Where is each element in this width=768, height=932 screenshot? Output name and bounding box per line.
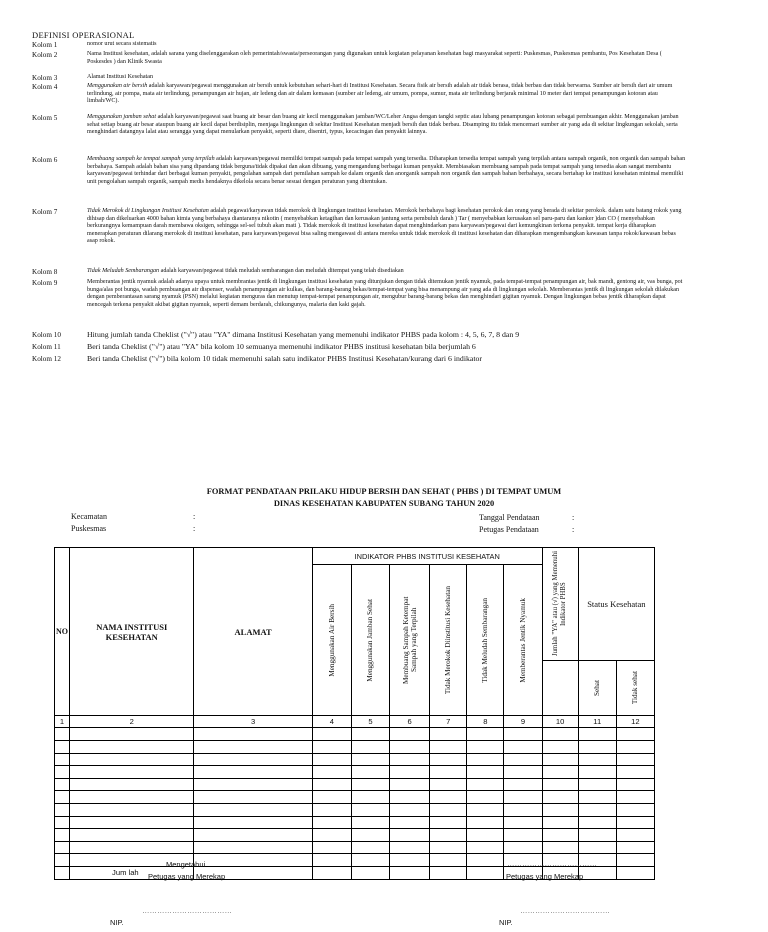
header-alamat: ALAMAT [194, 548, 312, 716]
table-cell[interactable] [70, 778, 194, 791]
table-cell[interactable] [578, 791, 616, 804]
jumlah-cell [430, 866, 467, 879]
table-cell[interactable] [430, 753, 467, 766]
table-cell[interactable] [55, 741, 70, 754]
table-cell[interactable] [616, 741, 654, 754]
table-cell[interactable] [467, 791, 504, 804]
header-no: NO [55, 548, 70, 716]
puskesmas-label: Puskesmas [71, 524, 107, 533]
definisi-body: Hitung jumlah tanda Cheklist ("√") atau "YA" dimana Institusi Kesehatan yang memenuhi indikator PHBS pada kolom : 4, 5, 6, 7, 8 dan 9 [87, 330, 520, 339]
definisi-kolom-label: Kolom 2 [32, 51, 58, 59]
table-cell[interactable] [467, 803, 504, 816]
mengetahui-label: Mengetahui [166, 860, 206, 869]
sign-dots-right: ……………………………… [520, 906, 610, 915]
header-ind-3: Membuang Sampah Ketempat Sampah yang Terpilah [401, 596, 418, 684]
table-row [55, 728, 655, 741]
header-ind-cell-1 [312, 565, 351, 716]
definisi-kolom-label: Kolom 3 [32, 74, 58, 82]
table-cell[interactable] [351, 803, 389, 816]
table-cell[interactable] [616, 728, 654, 741]
table-cell[interactable] [430, 741, 467, 754]
column-number: 10 [542, 716, 578, 728]
table-cell[interactable] [351, 728, 389, 741]
table-cell[interactable] [616, 841, 654, 854]
table-cell[interactable] [351, 766, 389, 779]
table-cell[interactable] [430, 728, 467, 741]
table-cell[interactable] [467, 816, 504, 829]
column-number: 9 [504, 716, 542, 728]
table-row [55, 791, 655, 804]
table-cell[interactable] [542, 841, 578, 854]
kecamatan-colon: : [193, 512, 196, 521]
jumlah-label: Jum lah [70, 866, 194, 879]
header-indikator-group: INDIKATOR PHBS INSTITUSI KESEHATAN [312, 548, 542, 565]
definisi-kolom-label: Kolom 4 [32, 83, 58, 91]
table-cell[interactable] [351, 854, 389, 867]
table-cell[interactable] [55, 728, 70, 741]
table-cell[interactable] [542, 753, 578, 766]
definisi-text [87, 208, 687, 246]
column-number-row [55, 716, 655, 728]
table-cell[interactable] [542, 728, 578, 741]
table-cell[interactable] [390, 816, 430, 829]
jumlah-cell [616, 866, 654, 879]
definisi-kolom-label: Kolom 6 [32, 156, 58, 164]
header-jumlah-cell [542, 548, 578, 661]
table-cell[interactable] [70, 791, 194, 804]
header-ind-cell-3 [390, 565, 430, 716]
table-cell[interactable] [312, 829, 351, 842]
table-cell[interactable] [194, 728, 312, 741]
definisi-body: adalah pegawai/karyawan tidak merokok di lingkungan institusi kesehatan. Merokok berbahaya bagi kesehatan perokok dan orang yang berada di sekitar perokok. dalam satu batang rokok yang dihisap dan dikeluarkan 4000 bahan kimia yang berbahaya diantaranya nikotin ( menyebabkan ketagihan dan kerusakan jantung serta pembuluh darah ) Tar ( menyebabkan kerusakan sel paru-paru dan kanker )dan CO ( menyebabkan berkurangnya kemampuan darah membawa oksigen, sehingga sel-sel tubuh akan mati ). Tidak merokok di institusi kesehatan dapat menghindarkan para karyawan/pegawai dari kemungkinan terkena penyakit. tempat kerja diharapkan menerapkan peraturan dilarang merokok di institusi kesehatan, para karyawan/pegawai bisa saling mengawasi di antara mereka untuk tidak merokok di institusi kesehatan dan diharapkan mengembangkan kawasan tanpa rokok/kawasan bebas asap rokok. [87, 208, 682, 245]
petugas-colon: : [572, 525, 575, 534]
tanggal-colon: : [572, 513, 575, 522]
petugas-right-label: Petugas yang Merekap [506, 872, 584, 881]
table-cell[interactable] [616, 791, 654, 804]
table-cell[interactable] [70, 766, 194, 779]
nip-right: NIP. [499, 918, 513, 927]
table-row [55, 766, 655, 779]
table-cell[interactable] [312, 766, 351, 779]
table-cell[interactable] [312, 803, 351, 816]
definisi-text [87, 41, 687, 49]
definisi-text [87, 114, 687, 137]
table-cell[interactable] [390, 841, 430, 854]
column-number: 8 [467, 716, 504, 728]
table-cell[interactable] [55, 829, 70, 842]
header-ind-cell-5 [467, 565, 504, 716]
column-number: 2 [70, 716, 194, 728]
table-cell[interactable] [312, 753, 351, 766]
table-cell[interactable] [390, 791, 430, 804]
header-tidak-sehat: Tidak sehat [631, 671, 640, 705]
definisi-kolom-label: Kolom 5 [32, 114, 58, 122]
table-cell[interactable] [390, 766, 430, 779]
table-row [55, 816, 655, 829]
table-cell[interactable] [70, 841, 194, 854]
table-cell[interactable] [616, 778, 654, 791]
definisi-body: adalah karyawan/pegawai tidak meludah sembarangan dan meludah ditempat yang telah disediakan [159, 268, 404, 274]
definisi-italic-term: Menggunakan jamban sehat [87, 114, 157, 120]
definisi-text [87, 343, 687, 351]
table-cell[interactable] [194, 854, 312, 867]
table-cell[interactable] [467, 741, 504, 754]
table-cell[interactable] [312, 816, 351, 829]
table-cell[interactable] [194, 778, 312, 791]
definisi-text [87, 355, 687, 363]
pendataan-table [54, 547, 655, 880]
table-cell[interactable] [542, 778, 578, 791]
puskesmas-colon: : [193, 524, 196, 533]
definisi-heading: DEFINISI OPERASIONAL [32, 30, 135, 40]
table-cell[interactable] [55, 778, 70, 791]
table-cell[interactable] [430, 766, 467, 779]
header-sehat-cell [578, 661, 616, 716]
table-cell[interactable] [351, 816, 389, 829]
header-ind-2: Menggunakan Jamban Sehat [366, 598, 375, 682]
table-cell[interactable] [351, 791, 389, 804]
jumlah-cell [312, 866, 351, 879]
definisi-body: nomor urut secara sistematis [87, 41, 157, 47]
jumlah-cell [390, 866, 430, 879]
jumlah-cell [578, 866, 616, 879]
table-cell[interactable] [542, 766, 578, 779]
header-ind-6: Memberantas Jentik Nyamuk [518, 597, 527, 683]
table-row [55, 753, 655, 766]
table-row [55, 778, 655, 791]
table-cell[interactable] [542, 829, 578, 842]
definisi-text [87, 74, 687, 82]
column-number: 11 [578, 716, 616, 728]
table-cell[interactable] [390, 741, 430, 754]
date-dots-right: ……………………………… [507, 859, 597, 868]
definisi-text [87, 279, 687, 309]
table-cell[interactable] [542, 741, 578, 754]
table-cell[interactable] [504, 816, 542, 829]
table-cell[interactable] [55, 753, 70, 766]
table-cell[interactable] [467, 753, 504, 766]
definisi-italic-term: Tidak Meludah Sembarangan [87, 268, 160, 274]
table-cell[interactable] [312, 778, 351, 791]
table-cell[interactable] [390, 803, 430, 816]
table-cell[interactable] [55, 841, 70, 854]
table-cell[interactable] [351, 778, 389, 791]
table-cell[interactable] [616, 766, 654, 779]
jumlah-cell [351, 866, 389, 879]
table-cell[interactable] [616, 854, 654, 867]
definisi-kolom-label: Kolom 1 [32, 41, 58, 49]
definisi-body: Nama Institusi kesehatan, adalah sarana yang diselenggarakan oleh pemerintah/swasta/perseorangan yang digunakan untuk kegiatan pelayanan kesehatan bagi masyarakat seperti: Puskesmas, Puskesmas pembantu, Pos Kesehatan Desa ( Poskesdes ) dan Klinik Swasta [87, 51, 662, 65]
table-cell[interactable] [194, 829, 312, 842]
table-cell[interactable] [351, 841, 389, 854]
table-cell[interactable] [70, 728, 194, 741]
table-row [55, 741, 655, 754]
definisi-italic-term: Menggunakan air bersih [87, 83, 148, 89]
definisi-italic-term: Membuang sampah ke tempat sampah yang terpilah [87, 156, 215, 162]
definisi-body: Alamat Institusi Kesehatan [87, 74, 153, 80]
header-ind-5: Tidak Meludah Sembarangan [481, 597, 490, 683]
table-cell[interactable] [616, 803, 654, 816]
table-cell[interactable] [312, 741, 351, 754]
table-cell[interactable] [194, 766, 312, 779]
table-cell[interactable] [504, 728, 542, 741]
header-nama: NAMA INSTITUSI KESEHATAN [70, 548, 194, 716]
table-cell[interactable] [467, 829, 504, 842]
petugas-label: Petugas Pendataan [479, 525, 539, 534]
header-jumlah-blank [542, 661, 578, 716]
table-cell[interactable] [430, 854, 467, 867]
nip-left: NIP. [110, 918, 124, 927]
header-ind-cell-2 [351, 565, 389, 716]
form-title: FORMAT PENDATAAN PRILAKU HIDUP BERSIH DAN SEHAT ( PHBS ) DI TEMPAT UMUM [206, 487, 562, 496]
table-cell[interactable] [351, 753, 389, 766]
definisi-text [87, 331, 687, 339]
table-cell[interactable] [578, 766, 616, 779]
table-cell[interactable] [430, 803, 467, 816]
table-cell[interactable] [616, 829, 654, 842]
table-cell[interactable] [351, 829, 389, 842]
table-cell[interactable] [504, 778, 542, 791]
table-cell[interactable] [70, 803, 194, 816]
header-ind-cell-6 [504, 565, 542, 716]
definisi-kolom-label: Kolom 12 [32, 355, 61, 363]
table-cell[interactable] [504, 741, 542, 754]
table-cell[interactable] [55, 803, 70, 816]
column-number: 4 [312, 716, 351, 728]
table-row [55, 829, 655, 842]
table-cell[interactable] [70, 816, 194, 829]
definisi-italic-term: Tidak Merokok di Lingkungan Institusi Kesehatan [87, 208, 209, 214]
table-cell[interactable] [578, 728, 616, 741]
jumlah-cell [467, 866, 504, 879]
table-cell[interactable] [194, 841, 312, 854]
column-number: 5 [351, 716, 389, 728]
table-cell[interactable] [467, 778, 504, 791]
table-cell[interactable] [430, 841, 467, 854]
definisi-text [87, 156, 687, 186]
table-cell[interactable] [194, 741, 312, 754]
table-cell[interactable] [542, 803, 578, 816]
header-status: Status Kesehatan [578, 548, 654, 661]
column-number: 12 [616, 716, 654, 728]
table-cell[interactable] [390, 854, 430, 867]
table-cell[interactable] [578, 741, 616, 754]
table-cell[interactable] [578, 778, 616, 791]
table-cell[interactable] [616, 816, 654, 829]
header-jumlah: Jumlah "YA" atau (√) yang Memenuhi Indikator PHBS [552, 551, 568, 657]
column-number: 6 [390, 716, 430, 728]
definisi-body: adalah karyawan/pegawai menggunakan air bersih untuk kebutuhan sehari-hari di Institusi Kesehatan. Secara fisik air bersih adalah air tidak berasa, tidak berbau dan tidak berwarna. Sumber air bersih dari air umum terlindung, air pompa, mata air terlindung, penampungan air hujan, air ledeng dan air dalam kemasan (sumber air ledeng, air umum, pompa, sumur, mata air terlindung berjarak minimal 10 meter dari tempat penampungan kotoran atau limbah/WC). [87, 83, 673, 105]
table-cell[interactable] [430, 778, 467, 791]
table-cell[interactable] [578, 841, 616, 854]
table-cell[interactable] [578, 753, 616, 766]
table-cell[interactable] [504, 791, 542, 804]
table-cell[interactable] [578, 803, 616, 816]
table-cell[interactable] [194, 803, 312, 816]
definisi-text [87, 83, 687, 106]
table-cell[interactable] [390, 829, 430, 842]
table-cell[interactable] [504, 766, 542, 779]
table-cell[interactable] [194, 791, 312, 804]
jumlah-no-cell [55, 866, 70, 879]
table-cell[interactable] [194, 753, 312, 766]
definisi-body: Memberantas jentik nyamuk adalah adanya upaya untuk membrantas jentik di lingkungan institusi kesehatan yang ditunjukan dengan tidak ditemukan jentik nyamuk, pada tempat-tempat penampungan air, bak mandi, gentong air, vas bunga, pot bunga/alas pot bunga, wadah pembuangan air dispenser, wadah penampungan air kulkas, dan barang-barang bekas/tempat-tempat yang bisa menampung air yang ada di lingkungan sekolah. Memberantas jentik di lingkungan sekolah dilakukan dengan pemberantasan sarang nyamuk (PSN) melalui kegiatan menguras dan menutup tempat-tempat penampungan air, mengubur barang-barang bekas dan menghindari gigitan nyamuk. Dengan lingkungan bebas jentik diharapkan dapat mencegah terkena penyakit akibat gigitan nyamuk, seperti demam berdarah, chikungunya, malaria dan kaki gajah. [87, 279, 683, 308]
table-cell[interactable] [390, 778, 430, 791]
table-cell[interactable] [467, 854, 504, 867]
table-cell[interactable] [351, 741, 389, 754]
table-cell[interactable] [312, 841, 351, 854]
definisi-kolom-label: Kolom 10 [32, 331, 61, 339]
form-subtitle: DINAS KESEHATAN KABUPATEN SUBANG TAHUN 2020 [273, 499, 495, 508]
table-cell[interactable] [616, 753, 654, 766]
definisi-kolom-label: Kolom 11 [32, 343, 61, 351]
table-cell[interactable] [55, 816, 70, 829]
table-cell[interactable] [578, 816, 616, 829]
definisi-kolom-label: Kolom 8 [32, 268, 58, 276]
table-cell[interactable] [312, 728, 351, 741]
header-tidak-sehat-cell [616, 661, 654, 716]
table-cell[interactable] [504, 803, 542, 816]
table-row [55, 841, 655, 854]
table-cell[interactable] [504, 753, 542, 766]
table-cell[interactable] [70, 829, 194, 842]
definisi-kolom-label: Kolom 9 [32, 279, 58, 287]
table-cell[interactable] [55, 854, 70, 867]
definisi-body: adalah karyawan/pegawai memiliki tempat sampah pada tempat sampah yang tersedia. Diharapkan tersedia tempat sampah yang terpilah antara sampah organik, non organik dan sampah bahan berbahaya. Sampah adalah bahan sisa yang dipandang tidak berguna/tidak dipakai dan akan dibuang, yang mengandung berbagai kuman penyakit. Membiasakan membuang sampah pada tempat sampah yang tersedia akan sangat membantu karyawan/pegawai terhindar dari berbagai kuman penyakit, pengolahan sampah dari pemilahan sampah ke dalam organik dan anorganik sampah non organik dan sampah bahan berbahaya, secara bertahap ke institusi kesehatan minimal memiliki unit pengolahan sampah organik, sampah medis hendaknya dikelola secara benar sesuai dengan peraturan yang ditentukan. [87, 156, 686, 185]
table-cell[interactable] [467, 841, 504, 854]
definisi-body: Beri tanda Cheklist ("√") bila kolom 10 tidak memenuhi salah satu indikator PHBS Institusi Kesehatan/kurang dari 6 indikator [87, 354, 483, 363]
column-number: 7 [430, 716, 467, 728]
table-cell[interactable] [542, 816, 578, 829]
table-cell[interactable] [194, 816, 312, 829]
table-cell[interactable] [390, 728, 430, 741]
table-cell[interactable] [312, 854, 351, 867]
table-cell[interactable] [70, 741, 194, 754]
column-number: 1 [55, 716, 70, 728]
table-row [55, 803, 655, 816]
table-cell[interactable] [390, 753, 430, 766]
definisi-body: Beri tanda Cheklist ("√") atau "YA" bila kolom 10 semuanya memenuhi indikator PHBS institusi kesehatan bila berjumlah 6 [87, 342, 476, 351]
definisi-body: adalah karyawan/pegawai saat buang air besar dan buang air kecil menggunakan jamban/WC/Leher Angsa dengan tangki septic atau lubang penampungan kotoran sebagai pembuangan akhir. Menggunakan jamban sehat setiap buang air besar ataupun buang air kecil dapat berdisiplin, menjaga lingkungan di sekitar Institusi Kesehatan menjadi bersih dan tidak berbau. Disamping itu tidak mencemari sumber air yang ada di sekitar lingkungan sekolah, serta menghindari datangnya lalat atau serangga yang dapat menularkan penyakit, seperti diare, disentri, typus, kecacingan dan penyakit lainnya. [87, 114, 679, 136]
table-cell[interactable] [430, 791, 467, 804]
header-ind-1: Menggunakan Air Bersih [327, 603, 336, 677]
kecamatan-label: Kecamatan [71, 512, 107, 521]
table-cell[interactable] [312, 791, 351, 804]
definisi-kolom-label: Kolom 7 [32, 208, 58, 216]
definisi-text [87, 268, 687, 276]
header-ind-4: Tidak Merokok Diinstitusi Kesehatan [444, 585, 453, 695]
table-cell[interactable] [430, 816, 467, 829]
table-cell[interactable] [467, 766, 504, 779]
table-cell[interactable] [467, 728, 504, 741]
sign-dots-left: ……………………………… [142, 906, 232, 915]
table-cell[interactable] [55, 791, 70, 804]
table-cell[interactable] [542, 791, 578, 804]
petugas-left-label: Petugas yang Merekap [148, 872, 226, 881]
header-sehat: Sehat [593, 680, 602, 696]
definisi-text [87, 51, 687, 66]
table-cell[interactable] [430, 829, 467, 842]
table-cell[interactable] [504, 841, 542, 854]
table-cell[interactable] [578, 829, 616, 842]
column-number: 3 [194, 716, 312, 728]
header-ind-cell-4 [430, 565, 467, 716]
table-cell[interactable] [70, 753, 194, 766]
tanggal-label: Tanggal Pendataan [479, 513, 540, 522]
table-cell[interactable] [55, 766, 70, 779]
table-cell[interactable] [504, 829, 542, 842]
